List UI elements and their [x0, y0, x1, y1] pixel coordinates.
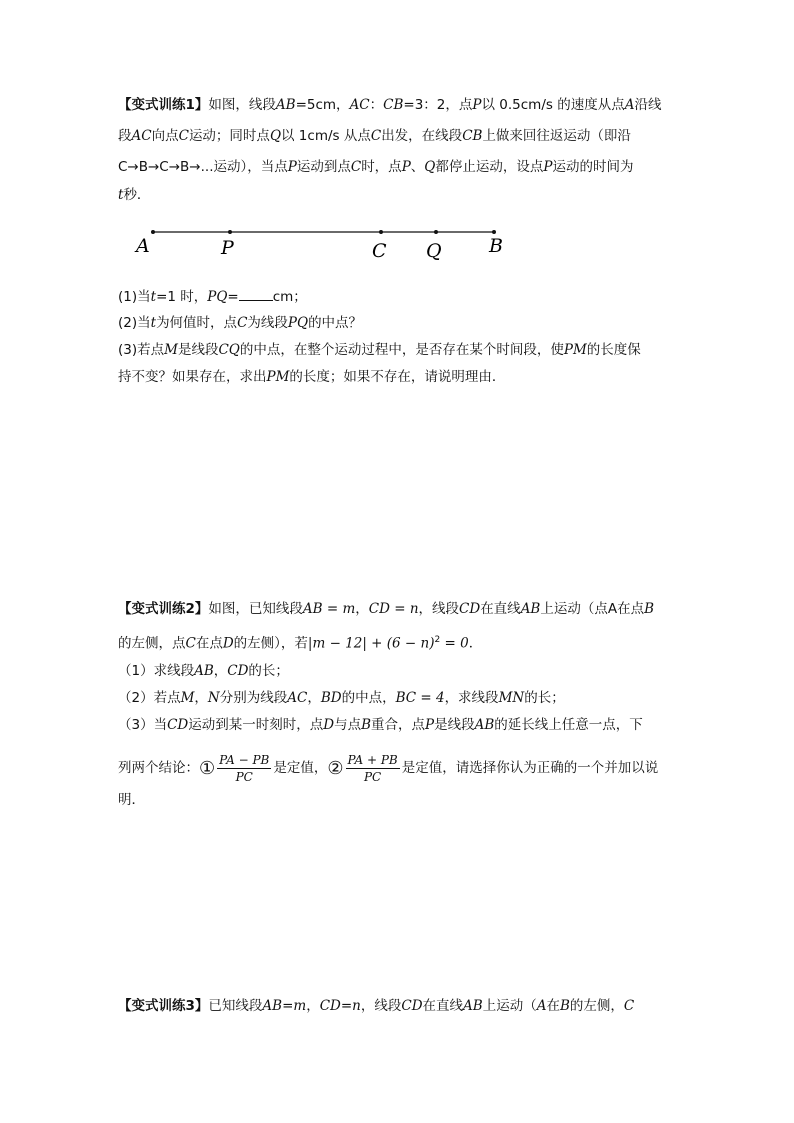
problem1-tag: 【变式训练1】 [118, 97, 209, 113]
point-q-dot [434, 230, 438, 234]
point-a-dot [151, 230, 155, 234]
label-p: P [221, 237, 234, 259]
problem1-line3: C→B→C→B→...运动），当点P运动到点C时，点P、Q都停止运动，设点P运动的时间为 [118, 159, 634, 175]
segment-figure [130, 220, 520, 270]
point-b-dot [492, 230, 496, 234]
label-c: C [372, 240, 387, 262]
problem2-q3-line2: 列两个结论：① $\frac{PA - PB}{PC}$ 是定值，② $\frac{PA + PB}{PC}$ 是定值，请选择你认为正确的一个并加以说 [118, 752, 659, 784]
problem2-q1: （1）求线段AB，CD的长； [118, 663, 289, 679]
problem2-tag: 【变式训练2】 [118, 601, 209, 617]
problem3-line1: 【变式训练3】已知线段AB=m，CD=n，线段CD在直线AB上运动（A在B的左侧，C [118, 998, 635, 1014]
problem1-q3-line2: 持不变？如果存在，求出PM的长度；如果不存在，请说明理由． [118, 369, 506, 385]
label-a: A [136, 235, 150, 257]
problem1-line1: 【变式训练1】如图，线段AB=5cm，AC：CB=3：2，点P以 0.5cm/s 的速度从点A沿线 [118, 97, 662, 113]
condition-expression: |m − 12| + (6 − n) [307, 635, 435, 652]
label-b: B [489, 235, 503, 257]
problem1-q3-line1: (3)若点M是线段CQ的中点，在整个运动过程中，是否存在某个时间段，使PM的长度保 [118, 342, 641, 358]
answer-blank [239, 286, 273, 301]
point-p-dot [228, 230, 232, 234]
fraction-1: $\frac{PA - PB}{PC}$ [219, 752, 270, 784]
problem1-line4: t秒． [118, 187, 151, 203]
fraction-2: $\frac{PA + PB}{PC}$ [347, 752, 398, 784]
problem2-q2: （2）若点M，N分别为线段AC，BD的中点，BC = 4，求线段MN的长； [118, 690, 565, 706]
problem2-line1: 【变式训练2】如图，已知线段AB = m，CD = n，线段CD在直线AB上运动（点A在点B [118, 601, 655, 617]
problem2-line2: 的左侧，点C在点D的左侧），若$|m - 12| + (6 - n)^2 = 0$． [118, 635, 483, 652]
problem3-tag: 【变式训练3】 [118, 998, 209, 1014]
point-c-dot [379, 230, 383, 234]
problem2-q3-line3: 明． [118, 792, 145, 808]
problem2-q3-line1: （3）当CD运动到某一时刻时，点D与点B重合，点P是线段AB的延长线上任意一点，下 [118, 717, 643, 733]
problem1-line2: 段AC向点C运动；同时点Q以 1cm/s 从点C出发，在线段CB上做来回往返运动（即沿 [118, 128, 631, 144]
label-q: Q [426, 240, 442, 262]
problem1-q2: (2)当t为何值时，点C为线段PQ的中点？ [118, 315, 363, 331]
problem1-q1: (1)当t=1 时，PQ= cm； [118, 286, 307, 307]
